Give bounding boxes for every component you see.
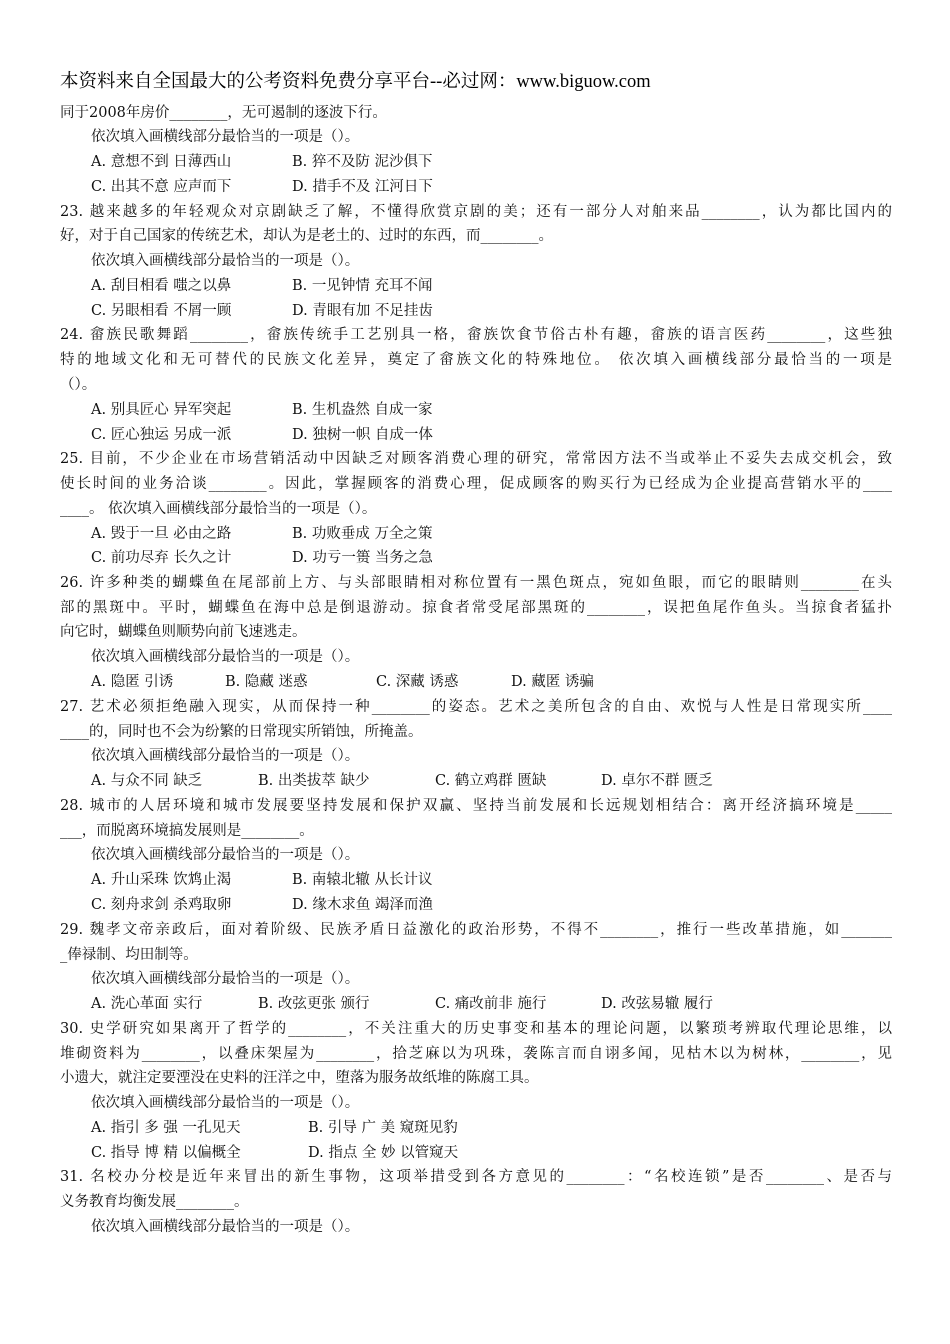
q23-option-c: C. 另眼相看 不屑一顾 bbox=[91, 303, 232, 319]
q31-line-2: 义务教育均衡发展________。 bbox=[60, 1194, 249, 1210]
q27-prompt: 依次填入画横线部分最恰当的一项是（）。 bbox=[91, 748, 360, 764]
q29-option-b: B. 改弦更张 颁行 bbox=[258, 996, 370, 1012]
q27-option-d: D. 卓尔不群 匮乏 bbox=[601, 773, 713, 789]
q24-option-d: D. 独树一帜 自成一体 bbox=[292, 427, 433, 443]
q30-line-1: 30. 史学研究如果离开了哲学的________，不关注重大的历史事变和基本的理论问题，以繁琐考辨取代理论思维，以 bbox=[60, 1021, 892, 1037]
q26-line-1: 26. 许多种类的蝴蝶鱼在尾部前上方、与头部眼睛相对称位置有一黑色斑点，宛如鱼眼，而它的眼睛则________在头 bbox=[60, 575, 892, 591]
q26-line-2: 部的黑斑中。平时，蝴蝶鱼在海中总是倒退游动。掠食者常受尾部黑斑的________，误把鱼尾作鱼头。当掠食者猛扑 bbox=[60, 600, 892, 616]
q22-option-d: D. 措手不及 江河日下 bbox=[292, 179, 433, 195]
q24-option-b: B. 生机盎然 自成一家 bbox=[292, 402, 433, 418]
q28-option-c: C. 刻舟求剑 杀鸡取卵 bbox=[91, 897, 232, 913]
q24-line-2: 特的地域文化和无可替代的民族文化差异，奠定了畲族文化的特殊地位。 依次填入画横线部分最恰当的一项是 bbox=[60, 352, 892, 368]
q30-line-3: 小遗大，就注定要湮没在史料的汪洋之中，堕落为服务故纸堆的陈腐工具。 bbox=[60, 1070, 539, 1086]
q23-line-1: 23. 越来越多的年轻观众对京剧缺乏了解，不懂得欣赏京剧的美；还有一部分人对舶来品________，认为都比国内的 bbox=[60, 204, 892, 220]
q26-option-a: A. 隐匿 引诱 bbox=[91, 674, 174, 690]
q22-line-1: 同于2008年房价________，无可遏制的逐波下行。 bbox=[60, 105, 387, 121]
q28-option-a: A. 升山采珠 饮鸩止渴 bbox=[91, 872, 232, 888]
q23-option-b: B. 一见钟情 充耳不闻 bbox=[292, 278, 433, 294]
q24-line-1: 24. 畲族民歌舞蹈________，畲族传统手工艺别具一格，畲族饮食节俗古朴有趣，畲族的语言医药________，这些独 bbox=[60, 327, 892, 343]
q30-option-b: B. 引导 广 美 窥斑见豹 bbox=[308, 1120, 458, 1136]
q25-line-1: 25. 目前，不少企业在市场营销活动中因缺乏对顾客消费心理的研究，常常因方法不当或举止不妥失去成交机会，致 bbox=[60, 451, 892, 467]
q27-option-c: C. 鹤立鸡群 匮缺 bbox=[435, 773, 547, 789]
q22-option-b: B. 猝不及防 泥沙俱下 bbox=[292, 154, 433, 170]
q26-prompt: 依次填入画横线部分最恰当的一项是（）。 bbox=[91, 649, 360, 665]
q27-line-1: 27. 艺术必须拒绝融入现实，从而保持一种________的姿态。艺术之美所包含的自由、欢悦与人性是日常现实所____ bbox=[60, 699, 892, 715]
q31-prompt: 依次填入画横线部分最恰当的一项是（）。 bbox=[91, 1219, 360, 1235]
q30-line-2: 堆砌资料为________，以叠床架屋为________，拾芝麻以为巩珠，袭陈言而自诩多闻，见枯木以为树林，________，见 bbox=[60, 1046, 892, 1062]
q29-line-2: _俸禄制、均田制等。 bbox=[60, 947, 198, 963]
q26-option-d: D. 藏匿 诱骗 bbox=[511, 674, 594, 690]
q28-prompt: 依次填入画横线部分最恰当的一项是（）。 bbox=[91, 847, 360, 863]
q26-line-3: 向它时，蝴蝶鱼则顺势向前飞速逃走。 bbox=[60, 624, 307, 640]
q24-option-c: C. 匠心独运 另成一派 bbox=[91, 427, 232, 443]
q22-prompt: 依次填入画横线部分最恰当的一项是（）。 bbox=[91, 129, 360, 145]
q27-option-a: A. 与众不同 缺乏 bbox=[91, 773, 203, 789]
q31-line-1: 31. 名校办分校是近年来冒出的新生事物，这项举措受到各方意见的________：“名校连锁”是否________、是否与 bbox=[60, 1169, 892, 1185]
q22-option-a: A. 意想不到 日薄西山 bbox=[91, 154, 232, 170]
q29-prompt: 依次填入画横线部分最恰当的一项是（）。 bbox=[91, 971, 360, 987]
q28-option-d: D. 缘木求鱼 竭泽而渔 bbox=[292, 897, 433, 913]
q30-prompt: 依次填入画横线部分最恰当的一项是（）。 bbox=[91, 1095, 360, 1111]
q27-line-2: ____的，同时也不会为纷繁的日常现实所销蚀，所掩盖。 bbox=[60, 724, 423, 740]
q23-prompt: 依次填入画横线部分最恰当的一项是（）。 bbox=[91, 253, 360, 269]
q22-option-c: C. 出其不意 应声而下 bbox=[91, 179, 232, 195]
page-header: 本资料来自全国最大的公考资料免费分享平台--必过网：www.biguow.com bbox=[60, 72, 651, 92]
q23-line-2: 好，对于自己国家的传统艺术，却认为是老土的、过时的东西，而________。 bbox=[60, 228, 553, 244]
q23-option-d: D. 青眼有加 不足挂齿 bbox=[292, 303, 433, 319]
q26-option-b: B. 隐藏 迷惑 bbox=[225, 674, 308, 690]
q23-option-a: A. 刮目相看 嗤之以鼻 bbox=[91, 278, 232, 294]
q25-line-2: 使长时间的业务洽谈________。因此，掌握顾客的消费心理，促成顾客的购买行为已经成为企业提高营销水平的____ bbox=[60, 476, 892, 492]
q28-line-1: 28. 城市的人居环境和城市发展要坚持发展和保护双赢、坚持当前发展和长远规划相结合：离开经济搞环境是_____ bbox=[60, 798, 892, 814]
q30-option-c: C. 指导 博 精 以偏概全 bbox=[91, 1145, 241, 1161]
q25-option-b: B. 功败垂成 万全之策 bbox=[292, 526, 433, 542]
q30-option-d: D. 指点 全 妙 以管窥天 bbox=[308, 1145, 459, 1161]
q29-option-c: C. 痛改前非 施行 bbox=[435, 996, 547, 1012]
q26-option-c: C. 深藏 诱惑 bbox=[376, 674, 459, 690]
q29-option-a: A. 洗心革面 实行 bbox=[91, 996, 203, 1012]
q25-option-c: C. 前功尽弃 长久之计 bbox=[91, 550, 232, 566]
q29-line-1: 29. 魏孝文帝亲政后，面对着阶级、民族矛盾日益激化的政治形势，不得不________，推行一些改革措施，如_______ bbox=[60, 922, 892, 938]
q25-line-3: ____。 依次填入画横线部分最恰当的一项是（）。 bbox=[60, 501, 377, 517]
q28-option-b: B. 南辕北辙 从长计议 bbox=[292, 872, 433, 888]
q24-line-3: （）。 bbox=[60, 377, 97, 393]
q25-option-a: A. 毁于一旦 必由之路 bbox=[91, 526, 232, 542]
q29-option-d: D. 改弦易辙 履行 bbox=[601, 996, 713, 1012]
q27-option-b: B. 出类拔萃 缺少 bbox=[258, 773, 370, 789]
q30-option-a: A. 指引 多 强 一孔见天 bbox=[91, 1120, 241, 1136]
q25-option-d: D. 功亏一篑 当务之急 bbox=[292, 550, 433, 566]
q24-option-a: A. 别具匠心 异军突起 bbox=[91, 402, 232, 418]
q28-line-2: ___，而脱离环境搞发展则是________。 bbox=[60, 823, 314, 839]
